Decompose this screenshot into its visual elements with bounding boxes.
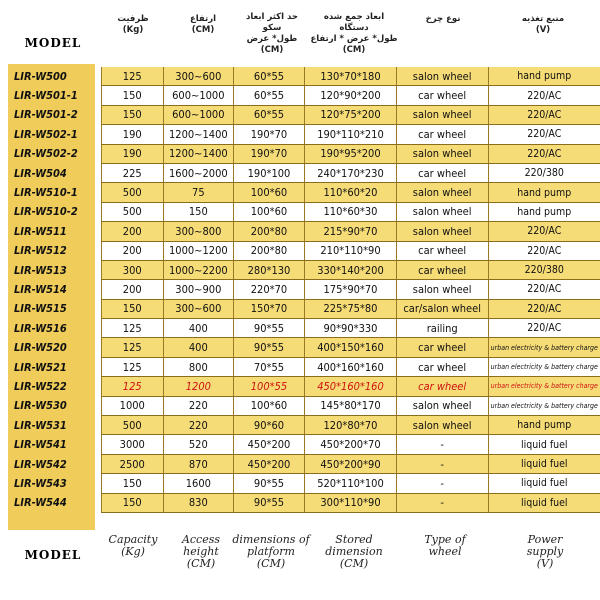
- cell-stored: 130*70*180: [305, 67, 397, 86]
- header-capacity-fa: ظرفیت: [117, 14, 149, 24]
- cell-wheel: -: [396, 493, 488, 512]
- cell-wheel: car wheel: [396, 163, 488, 182]
- cell-power: 220/AC: [488, 280, 600, 299]
- footer-height-text: Access: [181, 533, 221, 546]
- cell-height: 1600: [163, 474, 233, 493]
- table-row: [8, 202, 600, 221]
- cell-stored: 120*75*200: [305, 105, 397, 124]
- cell-wheel: car wheel: [396, 338, 488, 357]
- cell-power: hand pump: [488, 183, 600, 202]
- cell-power: 220/AC: [488, 86, 600, 105]
- table-header: [8, 0, 600, 60]
- cell-capacity: 500: [101, 416, 163, 435]
- footer-capacity: [103, 534, 163, 558]
- cell-platform: 100*60: [233, 202, 304, 221]
- cell-platform: 100*60: [233, 396, 304, 415]
- cell-platform: 200*80: [233, 222, 304, 241]
- footer-platform-text2: platform: [247, 545, 295, 558]
- cell-power: 220/380: [488, 260, 600, 279]
- footer-height-unit: (CM): [186, 557, 216, 570]
- cell-wheel: car wheel: [396, 86, 488, 105]
- cell-power: urban electricity & battery charge: [488, 357, 600, 376]
- cell-stored: 450*160*160: [305, 377, 397, 396]
- cell-platform: 90*55: [233, 493, 304, 512]
- cell-height: 800: [163, 357, 233, 376]
- header-power-unit: (V): [535, 25, 551, 35]
- header-stored-unit: (CM): [342, 45, 366, 55]
- table-row: [8, 163, 600, 182]
- cell-capacity: 125: [101, 338, 163, 357]
- footer-height-text2: height: [183, 545, 219, 558]
- cell-capacity: 150: [101, 86, 163, 105]
- cell-model: LIR-W502-1: [14, 127, 78, 141]
- cell-stored: 120*90*200: [305, 86, 397, 105]
- cell-stored: 110*60*30: [305, 202, 397, 221]
- cell-capacity: 150: [101, 474, 163, 493]
- header-platform-fa2: طول* عرض: [246, 34, 298, 44]
- table-row: [8, 241, 600, 260]
- cell-capacity: 300: [101, 260, 163, 279]
- footer-wheel-text2: wheel: [428, 545, 462, 558]
- cell-power: 220/AC: [488, 144, 600, 163]
- cell-wheel: -: [396, 474, 488, 493]
- cell-platform: 60*55: [233, 105, 304, 124]
- cell-height: 400: [163, 319, 233, 338]
- cell-stored: 190*110*210: [305, 125, 397, 144]
- cell-power: hand pump: [488, 416, 600, 435]
- table-row: [8, 222, 600, 241]
- table-row: [8, 280, 600, 299]
- cell-stored: 300*110*90: [305, 493, 397, 512]
- cell-power: 220/AC: [488, 299, 600, 318]
- table-row: [8, 338, 600, 357]
- cell-model: LIR-W510-1: [14, 186, 78, 200]
- cell-model: LIR-W531: [14, 418, 67, 432]
- cell-capacity: 500: [101, 202, 163, 221]
- cell-height: 300~600: [163, 299, 233, 318]
- cell-platform: 190*70: [233, 144, 304, 163]
- cell-height: 870: [163, 454, 233, 473]
- cell-wheel: salon wheel: [396, 280, 488, 299]
- cell-height: 300~900: [163, 280, 233, 299]
- cell-platform: 60*55: [233, 86, 304, 105]
- cell-platform: 100*55: [233, 377, 304, 396]
- header-platform: [236, 12, 308, 56]
- cell-model: LIR-W512: [14, 244, 67, 258]
- cell-wheel: -: [396, 454, 488, 473]
- table-row: [8, 493, 600, 512]
- cell-wheel: car/salon wheel: [396, 299, 488, 318]
- cell-stored: 175*90*70: [305, 280, 397, 299]
- cell-stored: 400*160*160: [305, 357, 397, 376]
- cell-stored: 450*200*90: [305, 454, 397, 473]
- spec-table: [8, 67, 600, 513]
- header-model-label: MODEL: [24, 36, 82, 50]
- cell-model: LIR-W516: [14, 321, 67, 335]
- table-row: [8, 357, 600, 376]
- cell-platform: 90*55: [233, 474, 304, 493]
- cell-wheel: salon wheel: [396, 396, 488, 415]
- table-row: [8, 125, 600, 144]
- cell-stored: 90*90*330: [305, 319, 397, 338]
- cell-platform: 100*60: [233, 183, 304, 202]
- table-row: [8, 86, 600, 105]
- footer-stored-text2: dimension: [325, 545, 383, 558]
- cell-platform: 450*200: [233, 435, 304, 454]
- cell-stored: 520*110*100: [305, 474, 397, 493]
- footer-stored-unit: (CM): [339, 557, 369, 570]
- cell-power: urban electricity & battery charge: [488, 396, 600, 415]
- header-height-unit: (CM): [191, 25, 215, 35]
- cell-model: LIR-W502-2: [14, 147, 78, 161]
- cell-platform: 60*55: [233, 67, 304, 86]
- cell-model: LIR-W541: [14, 438, 67, 452]
- cell-capacity: 2500: [101, 454, 163, 473]
- table-row: [8, 396, 600, 415]
- footer-platform-unit: (CM): [256, 557, 286, 570]
- cell-stored: 110*60*20: [305, 183, 397, 202]
- cell-platform: 200*80: [233, 241, 304, 260]
- cell-wheel: car wheel: [396, 125, 488, 144]
- cell-stored: 450*200*70: [305, 435, 397, 454]
- cell-model: LIR-W515: [14, 302, 67, 316]
- table-row: [8, 105, 600, 124]
- header-platform-unit: (CM): [260, 45, 284, 55]
- footer-platform: [230, 534, 312, 570]
- cell-stored: 400*150*160: [305, 338, 397, 357]
- footer-wheel: [400, 534, 490, 558]
- cell-model: LIR-W501-2: [14, 108, 78, 122]
- cell-height: 600~1000: [163, 105, 233, 124]
- cell-height: 220: [163, 416, 233, 435]
- cell-stored: 120*80*70: [305, 416, 397, 435]
- table-row: [8, 67, 600, 86]
- cell-height: 150: [163, 202, 233, 221]
- cell-height: 1000~2200: [163, 260, 233, 279]
- cell-wheel: -: [396, 435, 488, 454]
- cell-capacity: 190: [101, 125, 163, 144]
- cell-height: 1600~2000: [163, 163, 233, 182]
- table-row: [8, 435, 600, 454]
- cell-capacity: 200: [101, 222, 163, 241]
- table-row: [8, 319, 600, 338]
- cell-model: LIR-W544: [14, 496, 67, 510]
- table-row: [8, 454, 600, 473]
- cell-wheel: car wheel: [396, 357, 488, 376]
- cell-capacity: 125: [101, 377, 163, 396]
- cell-model: LIR-W501-1: [14, 89, 78, 103]
- cell-capacity: 125: [101, 357, 163, 376]
- table-row: [8, 183, 600, 202]
- cell-stored: 210*110*90: [305, 241, 397, 260]
- cell-platform: 190*70: [233, 125, 304, 144]
- cell-wheel: salon wheel: [396, 105, 488, 124]
- cell-model: LIR-W520: [14, 341, 67, 355]
- cell-platform: 70*55: [233, 357, 304, 376]
- header-platform-fa: حد اکثر ابعاد سکو: [245, 12, 299, 33]
- cell-height: 600~1000: [163, 86, 233, 105]
- footer-power: [490, 534, 600, 570]
- cell-platform: 150*70: [233, 299, 304, 318]
- cell-height: 1000~1200: [163, 241, 233, 260]
- cell-power: urban electricity & battery charge: [488, 377, 600, 396]
- cell-height: 300~600: [163, 67, 233, 86]
- cell-wheel: salon wheel: [396, 144, 488, 163]
- table-row: [8, 474, 600, 493]
- cell-wheel: salon wheel: [396, 202, 488, 221]
- cell-model: LIR-W543: [14, 476, 67, 490]
- cell-power: hand pump: [488, 202, 600, 221]
- cell-capacity: 150: [101, 105, 163, 124]
- cell-power: 220/AC: [488, 222, 600, 241]
- cell-power: hand pump: [488, 67, 600, 86]
- cell-height: 400: [163, 338, 233, 357]
- cell-wheel: salon wheel: [396, 222, 488, 241]
- cell-wheel: railing: [396, 319, 488, 338]
- cell-capacity: 125: [101, 319, 163, 338]
- footer-power-unit: (V): [536, 557, 554, 570]
- cell-height: 75: [163, 183, 233, 202]
- cell-height: 830: [163, 493, 233, 512]
- table-row: [8, 299, 600, 318]
- cell-power: 220/AC: [488, 105, 600, 124]
- cell-wheel: salon wheel: [396, 67, 488, 86]
- cell-power: liquid fuel: [488, 474, 600, 493]
- cell-capacity: 125: [101, 67, 163, 86]
- cell-power: 220/380: [488, 163, 600, 182]
- cell-stored: 145*80*170: [305, 396, 397, 415]
- cell-height: 1200~1400: [163, 144, 233, 163]
- cell-model: LIR-W500: [14, 69, 67, 83]
- footer-stored: [308, 534, 400, 570]
- cell-stored: 215*90*70: [305, 222, 397, 241]
- cell-power: 220/AC: [488, 241, 600, 260]
- footer-height: [166, 534, 236, 570]
- header-wheel-fa: نوع چرخ: [425, 14, 461, 24]
- cell-power: liquid fuel: [488, 454, 600, 473]
- cell-height: 520: [163, 435, 233, 454]
- header-height-fa: ارتفاع: [189, 14, 217, 24]
- cell-power: liquid fuel: [488, 493, 600, 512]
- cell-stored: 240*170*230: [305, 163, 397, 182]
- cell-capacity: 200: [101, 280, 163, 299]
- cell-platform: 450*200: [233, 454, 304, 473]
- cell-capacity: 1000: [101, 396, 163, 415]
- footer-power-text2: supply: [526, 545, 564, 558]
- cell-capacity: 200: [101, 241, 163, 260]
- cell-model: LIR-W504: [14, 166, 67, 180]
- cell-platform: 220*70: [233, 280, 304, 299]
- header-wheel: [398, 14, 488, 25]
- table-row: [8, 144, 600, 163]
- cell-platform: 280*130: [233, 260, 304, 279]
- footer-capacity-text: Capacity: [108, 533, 158, 546]
- cell-wheel: salon wheel: [396, 416, 488, 435]
- cell-model: LIR-W521: [14, 360, 67, 374]
- cell-stored: 225*75*80: [305, 299, 397, 318]
- cell-height: 300~800: [163, 222, 233, 241]
- cell-model: LIR-W511: [14, 224, 67, 238]
- cell-capacity: 150: [101, 493, 163, 512]
- table-row: [8, 377, 600, 396]
- cell-stored: 190*95*200: [305, 144, 397, 163]
- cell-wheel: salon wheel: [396, 183, 488, 202]
- cell-power: liquid fuel: [488, 435, 600, 454]
- footer-stored-text: Stored: [335, 533, 373, 546]
- cell-model: LIR-W513: [14, 263, 67, 277]
- cell-height: 1200~1400: [163, 125, 233, 144]
- cell-platform: 190*100: [233, 163, 304, 182]
- cell-platform: 90*60: [233, 416, 304, 435]
- cell-platform: 90*55: [233, 338, 304, 357]
- footer-platform-text: dimensions of: [232, 533, 310, 546]
- table-row: [8, 260, 600, 279]
- cell-wheel: car wheel: [396, 260, 488, 279]
- cell-model: LIR-W514: [14, 282, 67, 296]
- cell-power: 220/AC: [488, 319, 600, 338]
- table-footer: [8, 532, 600, 600]
- cell-wheel: car wheel: [396, 377, 488, 396]
- cell-model: LIR-W522: [14, 379, 67, 393]
- cell-capacity: 3000: [101, 435, 163, 454]
- header-stored-fa: ابعاد جمع شده دستگاه: [323, 12, 385, 33]
- cell-height: 220: [163, 396, 233, 415]
- header-power-fa: منبع تغذیه: [521, 14, 565, 24]
- cell-wheel: car wheel: [396, 241, 488, 260]
- footer-model-label: MODEL: [24, 548, 82, 562]
- header-height: [168, 14, 238, 36]
- cell-stored: 330*140*200: [305, 260, 397, 279]
- header-capacity: [103, 14, 163, 36]
- spec-table-body: [8, 67, 600, 512]
- cell-capacity: 225: [101, 163, 163, 182]
- cell-power: urban electricity & battery charge: [488, 338, 600, 357]
- header-power: [488, 14, 598, 36]
- cell-capacity: 500: [101, 183, 163, 202]
- header-stored: [308, 12, 400, 56]
- cell-capacity: 150: [101, 299, 163, 318]
- cell-power: 220/AC: [488, 125, 600, 144]
- cell-platform: 90*55: [233, 319, 304, 338]
- header-stored-fa2: طول* عرض * ارتفاع: [310, 34, 398, 44]
- footer-capacity-unit: (Kg): [121, 545, 145, 558]
- cell-height: 1200: [163, 377, 233, 396]
- cell-capacity: 190: [101, 144, 163, 163]
- footer-power-text: Power: [527, 533, 563, 546]
- header-capacity-unit: (Kg): [122, 25, 144, 35]
- cell-model: LIR-W510-2: [14, 205, 78, 219]
- table-row: [8, 416, 600, 435]
- footer-wheel-text: Type of: [424, 533, 466, 546]
- cell-model: LIR-W530: [14, 399, 67, 413]
- cell-model: LIR-W542: [14, 457, 67, 471]
